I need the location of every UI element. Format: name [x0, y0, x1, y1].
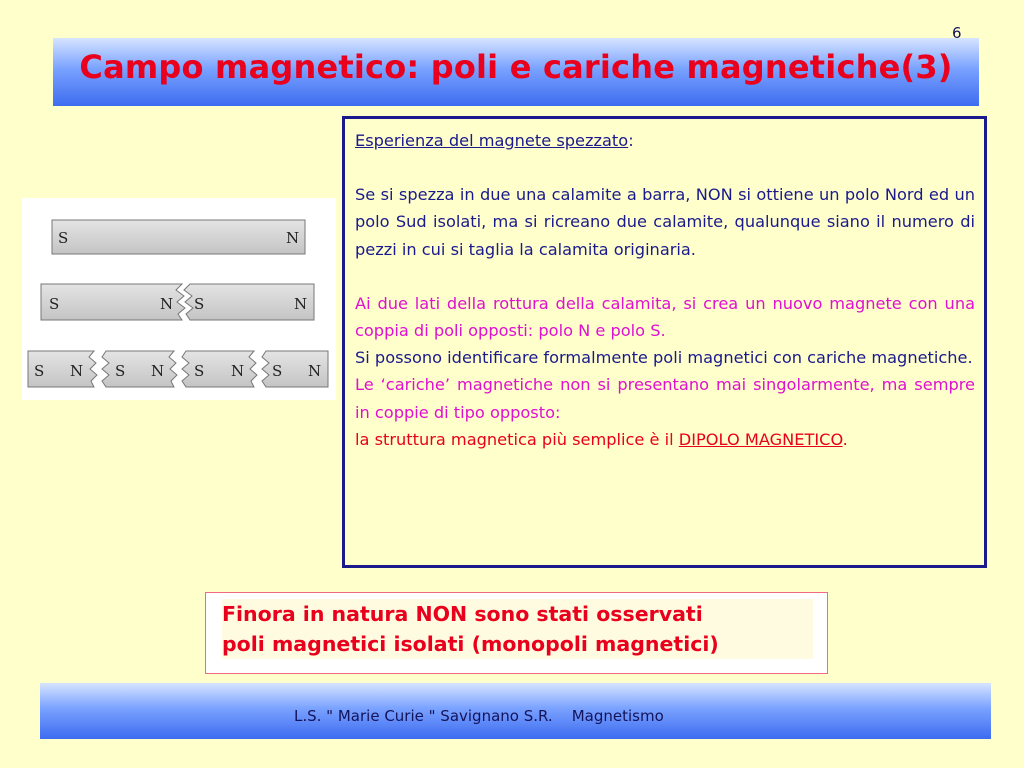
experiment-heading-colon: :: [628, 131, 634, 150]
paragraph-new-magnet: Ai due lati della rottura della calamita, si crea un nuovo magnete con una coppia di poli opposti: polo N e polo S.: [355, 293, 975, 341]
slide-title: Campo magnetico: poli e cariche magnetiche(3): [79, 48, 953, 86]
note-line-2: poli magnetici isolati (monopoli magnetici): [222, 629, 813, 659]
broken-magnet-diagram: [22, 198, 336, 400]
pole-label: N: [286, 229, 300, 247]
footer-banner: [40, 683, 991, 739]
pole-label: N: [294, 295, 308, 313]
pole-label: N: [231, 362, 245, 380]
pole-label: N: [160, 295, 174, 313]
dipole-suffix: .: [842, 429, 848, 449]
paragraph-charges-in-pairs: Le ‘cariche’ magnetiche non si presentano mai singolarmente, ma sempre in coppie di tipo opposto:: [355, 375, 975, 422]
experiment-heading: [355, 127, 975, 154]
pole-label: S: [115, 362, 126, 380]
dipole-prefix: la struttura magnetica più semplice è il: [355, 429, 679, 449]
slide-number: 6: [952, 24, 962, 42]
pole-label: S: [58, 229, 69, 247]
experiment-heading-text: Esperienza del magnete spezzato: [355, 131, 629, 150]
pole-label: S: [272, 362, 283, 380]
pole-label: N: [151, 362, 165, 380]
paragraph-magnetic-charges: Si possono identificare formalmente poli magnetici con cariche magnetiche.: [355, 348, 973, 368]
pole-label: N: [70, 362, 84, 380]
pole-label: S: [194, 362, 205, 380]
dipole-term: DIPOLO MAGNETICO: [678, 429, 843, 449]
footer-text: L.S. " Marie Curie " Savignano S.R. Magnetismo: [294, 707, 664, 725]
explanation-box: [342, 116, 987, 568]
title-banner: [53, 38, 979, 106]
pole-label: S: [49, 295, 60, 313]
pole-label: S: [194, 295, 205, 313]
monopole-note: [205, 592, 828, 674]
pole-label: N: [308, 362, 322, 380]
broken-magnet-figure: [22, 198, 336, 400]
magnet-quarter-2: [102, 351, 177, 387]
note-line-1: Finora in natura NON sono stati osservati: [222, 599, 813, 629]
paragraph-broken-magnet: Se si spezza in due una calamite a barra, NON si ottiene un polo Nord ed un polo Sud isolati, ma si ricreano due calamite, qualunque siano il numero di pezzi in cui si taglia la calamita originaria.: [355, 185, 975, 259]
magnet-whole: [52, 220, 305, 254]
pole-label: S: [34, 362, 45, 380]
paragraph-dipole: [355, 426, 975, 453]
